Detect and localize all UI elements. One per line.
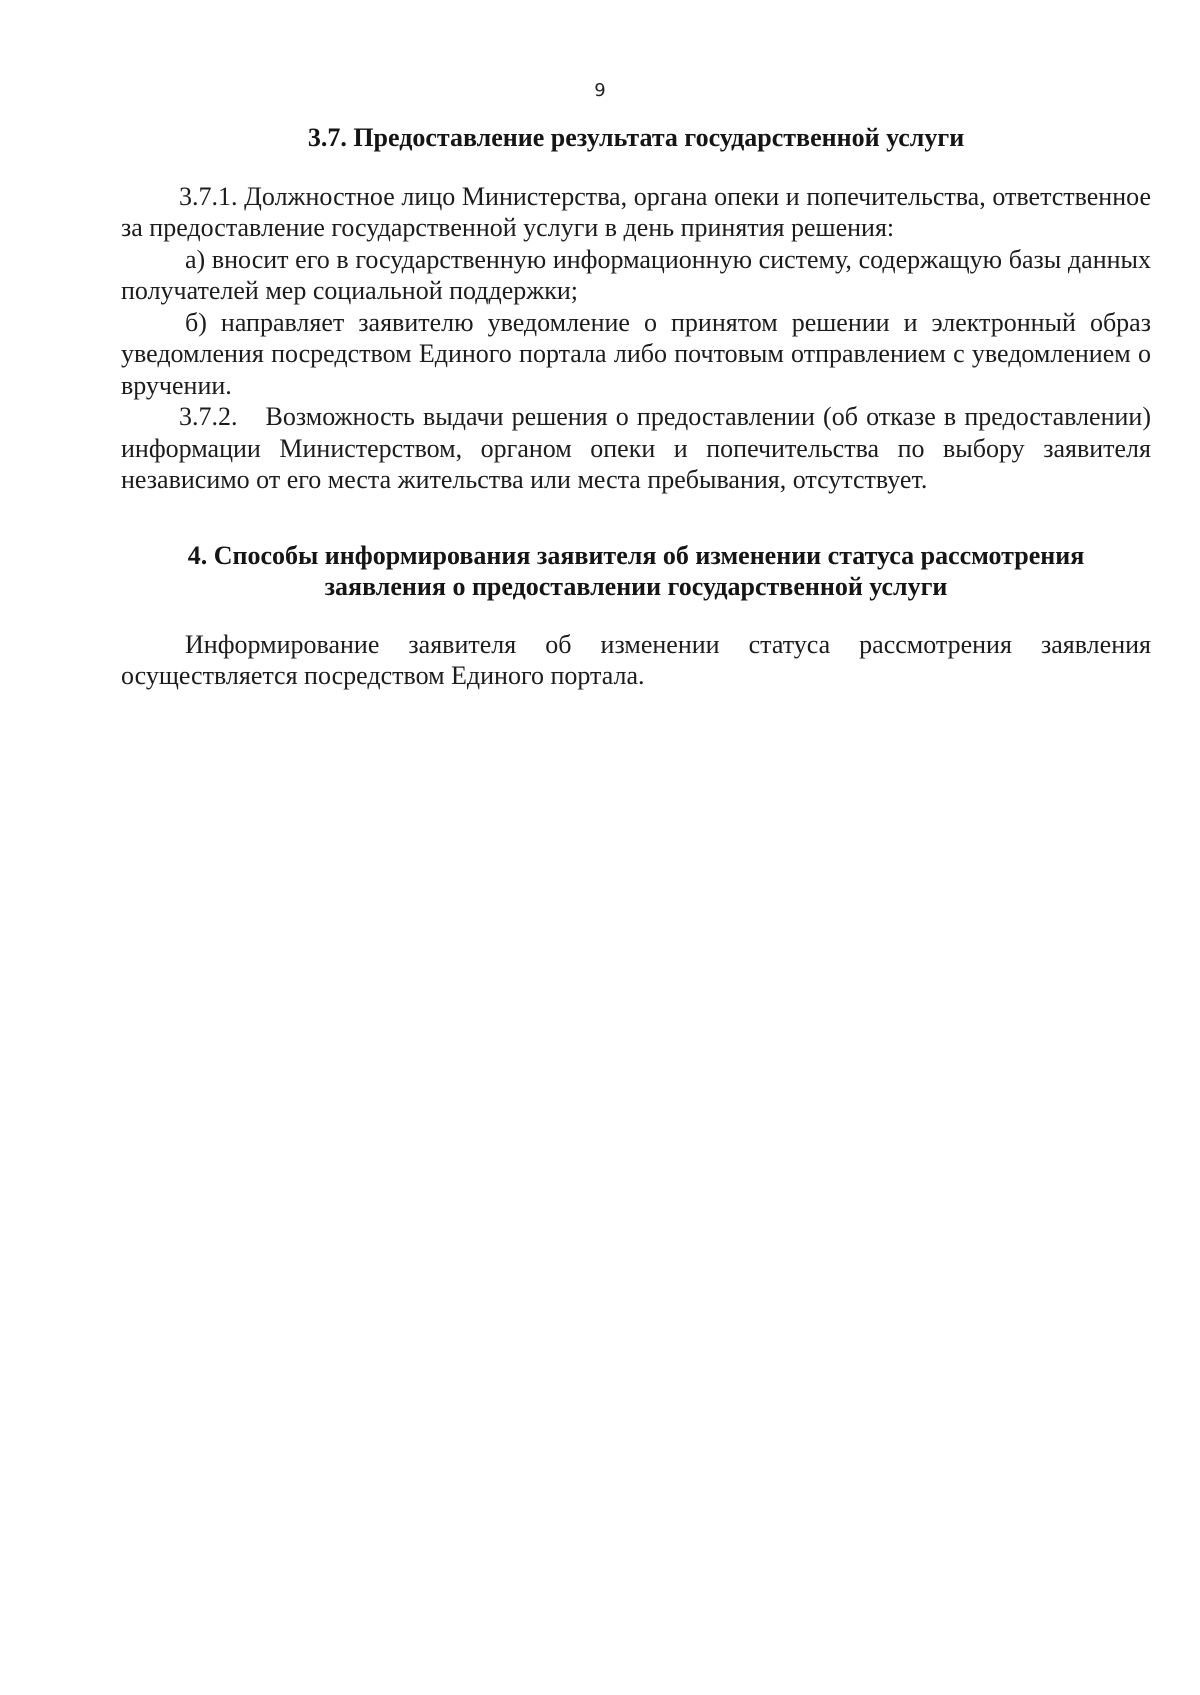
section-4-heading [121, 540, 1151, 603]
section-4-paragraph: Информирование заявителя об изменении статуса рассмотрения заявления осуществляется посредством Единого портала. [121, 629, 1151, 690]
document-content [121, 122, 1151, 692]
paragraph-3-7-2-number: 3.7.2. [179, 402, 238, 431]
paragraph-3-7-2 [121, 401, 1151, 496]
list-item-b: б) направляет заявителю уведомление о принятом решении и электронный образ уведомления посредством Единого портала либо почтовым отправлением с уведомлением о вручении. [121, 307, 1151, 400]
list-item-a: а) вносит его в государственную информационную систему, содержащую базы данных получателей мер социальной поддержки; [121, 244, 1151, 305]
page-number: 9 [594, 80, 606, 101]
paragraph-3-7-1: 3.7.1. Должностное лицо Министерства, органа опеки и попечительства, ответственное за предоставление государственной услуги в день принятия решения: [121, 181, 1151, 242]
section-4-heading-line-1: 4. Способы информирования заявителя об изменении статуса рассмотрения [187, 540, 1085, 570]
paragraph-3-7-2-text: Возможность выдачи решения о предоставлении (об отказе в предоставлении) информации Министерством, органом опеки и попечительства по выбору заявителя независимо от его места жительства или места пребывания, отсутствует. [121, 402, 1151, 494]
section-4-heading-line-2: заявления о предоставлении государственной услуги [324, 572, 948, 601]
section-3-7-heading: 3.7. Предоставление результата государственной услуги [307, 123, 965, 152]
